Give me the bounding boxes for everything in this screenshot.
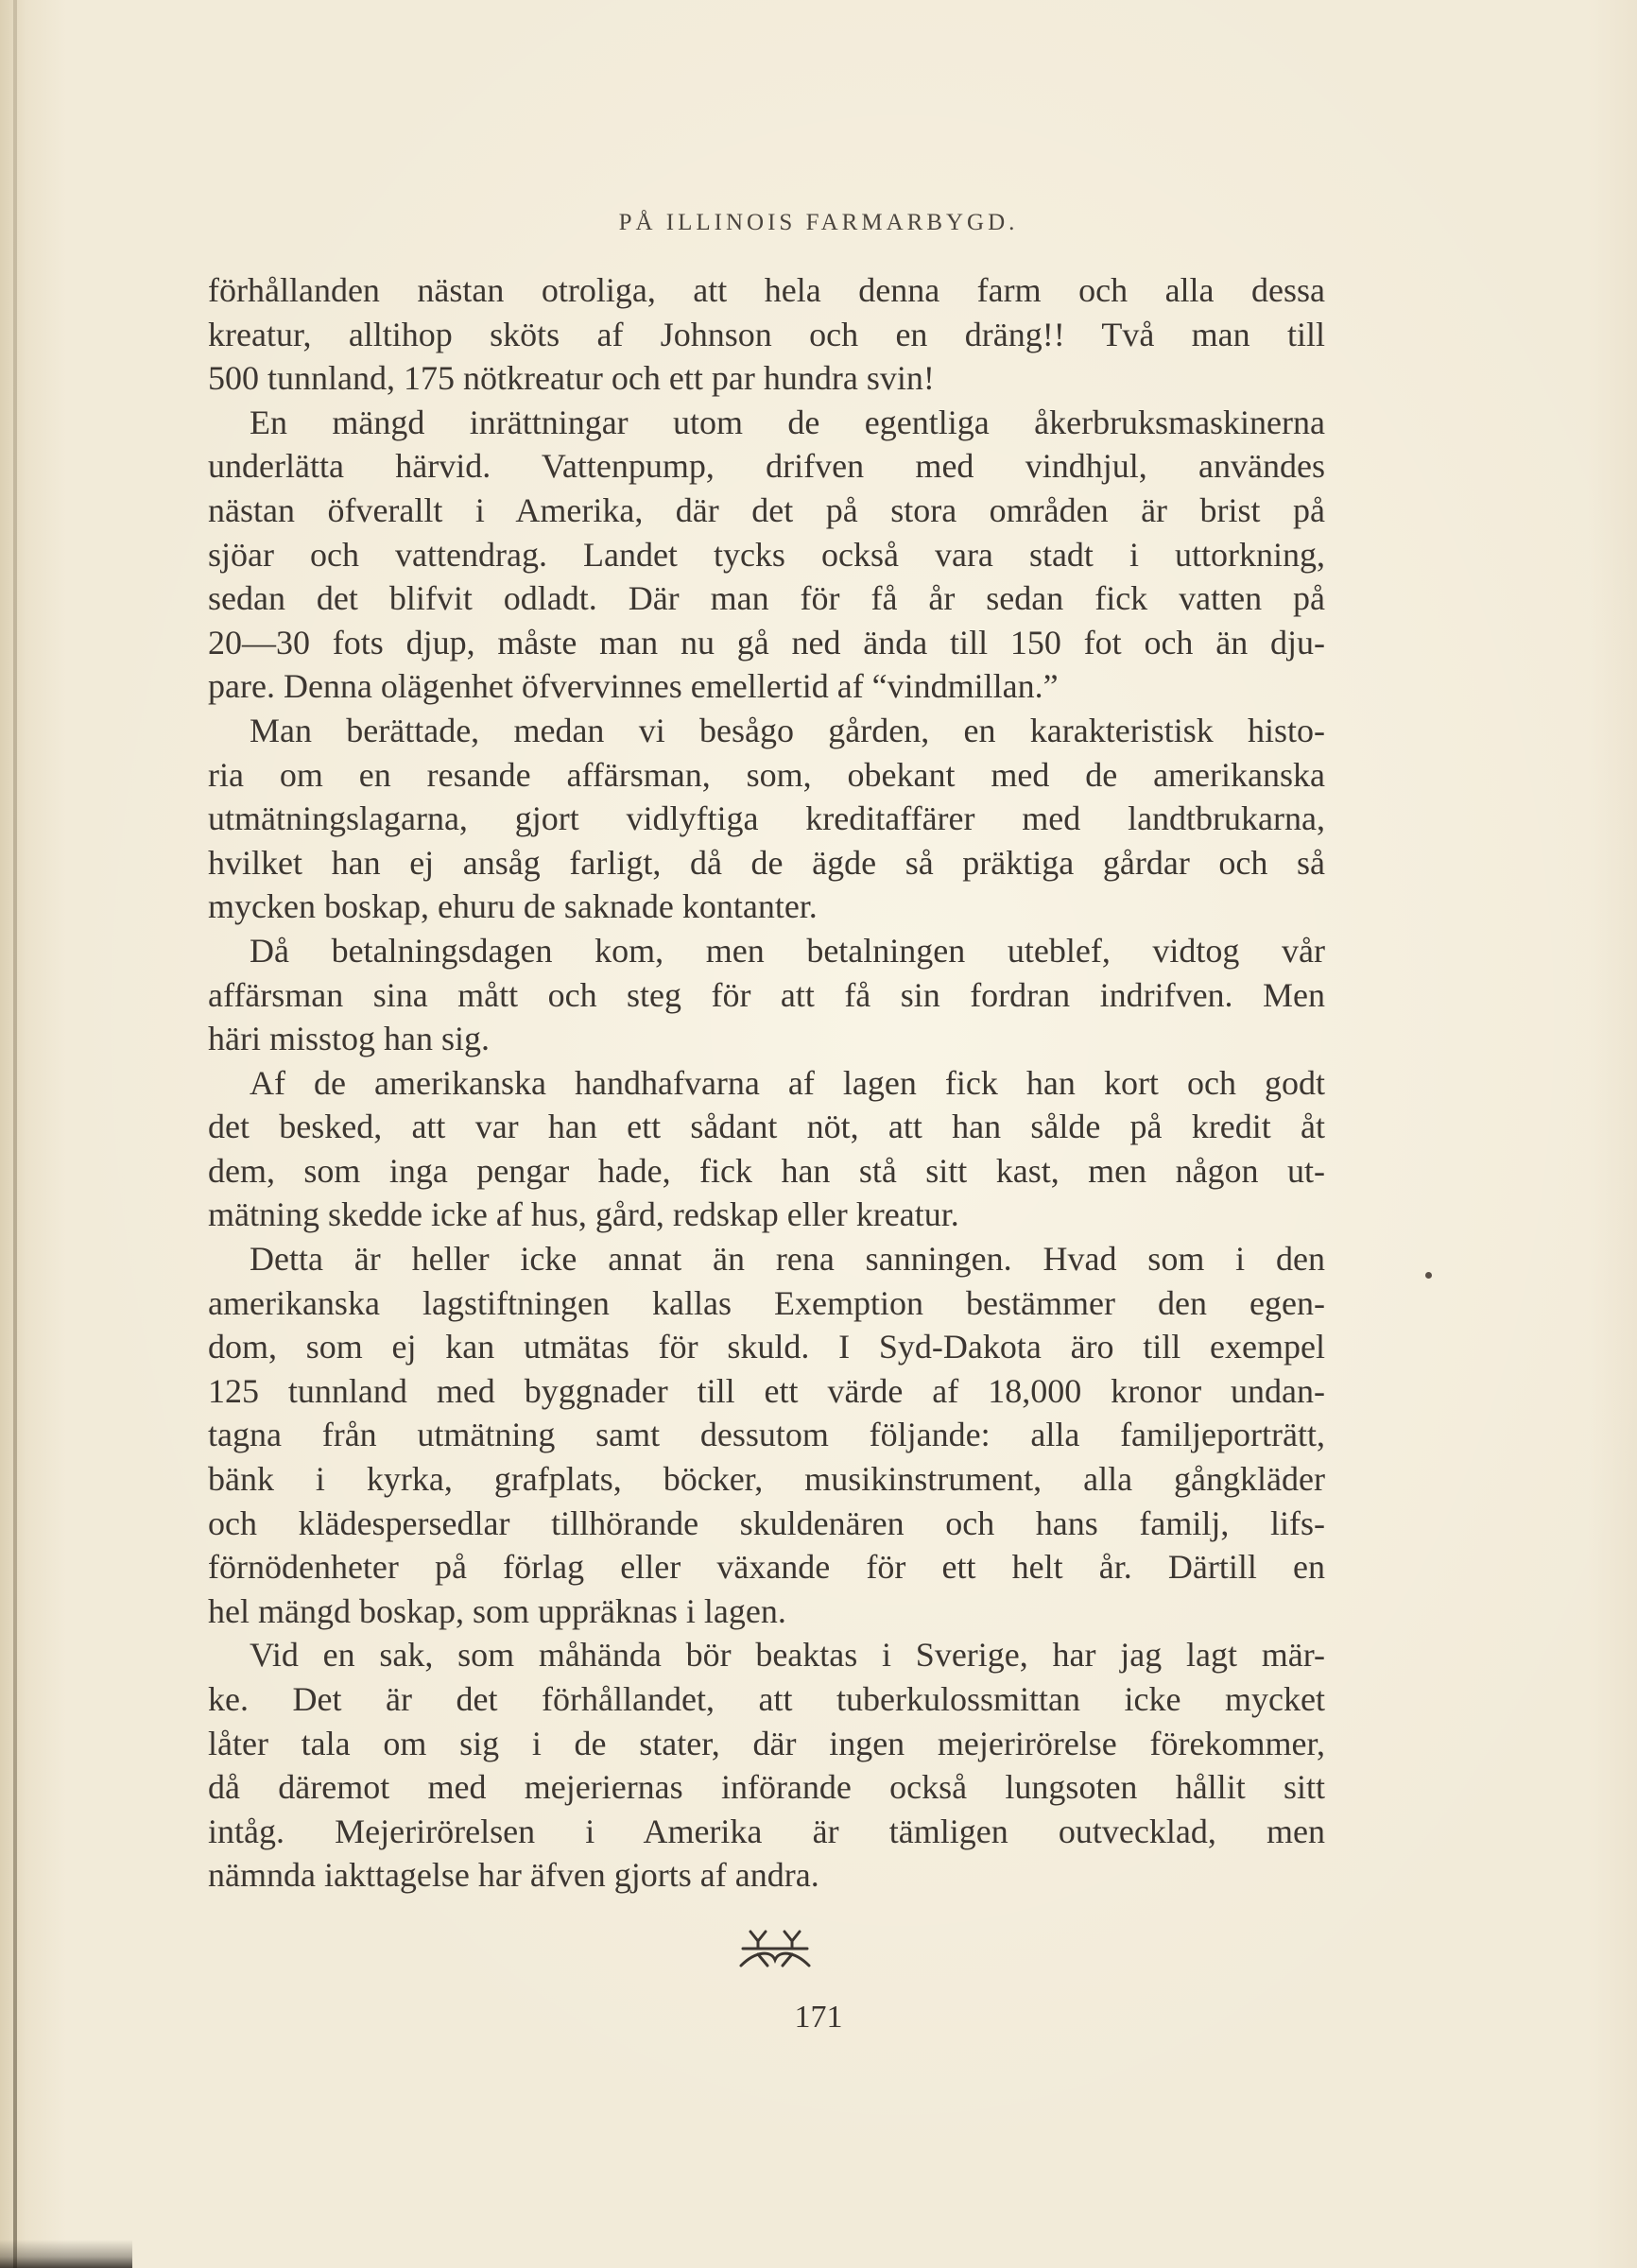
text-line: Man berättade, medan vi besågo gården, en karakteristisk histo- (250, 711, 1325, 749)
text-line: sedan det blifvit odladt. Där man för få år sedan fick vatten på (208, 579, 1325, 618)
text-line: och klädespersedlar tillhörande skuldenären och hans familj, lifs- (208, 1503, 1325, 1542)
text-line: 500 tunnland, 175 nötkreatur och ett par hundra svin! (208, 359, 935, 398)
text-line: 125 tunnland med byggnader till ett värde af 18,000 kronor undan- (208, 1371, 1325, 1410)
text-line: Vid en sak, som måhända bör beaktas i Sverige, har jag lagt mär- (250, 1636, 1325, 1675)
page-corner-shadow (0, 2240, 132, 2268)
text-line: förnödenheter på förlag eller växande för ett helt år. Därtill en (208, 1548, 1325, 1587)
text-line: låter tala om sig i de stater, där ingen mejerirörelse förekommer, (208, 1724, 1325, 1762)
text-line: ke. Det är det förhållandet, att tuberkulossmittan icke mycket (208, 1680, 1325, 1718)
text-line: förhållanden nästan otroliga, att hela denna farm och alla dessa (208, 271, 1325, 309)
text-line: dem, som inga pengar hade, fick han stå sitt kast, men någon ut- (208, 1151, 1325, 1190)
text-line: tagna från utmätning samt dessutom följande: alla familjeporträtt, (208, 1416, 1325, 1454)
margin-speck (1425, 1272, 1432, 1279)
text-line: då däremot med mejeriernas införande också lungsoten hållit sitt (208, 1768, 1325, 1807)
text-line: hvilket han ej ansåg farligt, då de ägde så präktiga gårdar och så (208, 843, 1325, 882)
body-text (208, 268, 1325, 1898)
text-line: En mängd inrättningar utom de egentliga åkerbruksmaskinerna (250, 403, 1325, 441)
text-line: häri misstog han sig. (208, 1020, 490, 1058)
text-line: Då betalningsdagen kom, men betalningen uteblef, vidtog vår (250, 931, 1325, 970)
text-line: kreatur, alltihop sköts af Johnson och en dräng!! Två man till (208, 315, 1325, 353)
text-line: utmätningslagarna, gjort vidlyftiga kreditaffärer med landtbrukarna, (208, 799, 1325, 838)
text-line: sjöar och vattendrag. Landet tycks också vara stadt i uttorkning, (208, 535, 1325, 574)
text-line: amerikanska lagstiftningen kallas Exemption bestämmer den egen- (208, 1283, 1325, 1322)
fleuron-ornament-icon (730, 1926, 820, 1973)
page-gutter-edge (13, 0, 17, 2268)
text-line: pare. Denna olägenhet öfvervinnes emellertid af “vindmillan.” (208, 667, 1059, 706)
text-line: nästan öfverallt i Amerika, där det på stora områden är brist på (208, 490, 1325, 529)
text-line: Detta är heller icke annat än rena sanningen. Hvad som i den (250, 1240, 1325, 1279)
text-line: underlätta härvid. Vattenpump, drifven med vindhjul, användes (208, 447, 1325, 486)
text-line: Af de amerikanska handhafvarna af lagen fick han kort och godt (250, 1063, 1325, 1102)
text-line: hel mängd boskap, som uppräknas i lagen. (208, 1591, 786, 1630)
text-line: affärsman sina mått och steg för att få sin fordran indrifven. Men (208, 975, 1325, 1014)
text-line: dom, som ej kan utmätas för skuld. I Syd-Dakota äro till exempel (208, 1328, 1325, 1366)
text-line: intåg. Mejerirörelsen i Amerika är tämligen outvecklad, men (208, 1812, 1325, 1850)
text-line: 20—30 fots djup, måste man nu gå ned ända till 150 fot och än dju- (208, 623, 1325, 662)
text-line: ria om en resande affärsman, som, obekant med de amerikanska (208, 755, 1325, 794)
text-line: nämnda iakttagelse har äfven gjorts af andra. (208, 1856, 819, 1895)
text-line: bänk i kyrka, grafplats, böcker, musikinstrument, alla gångkläder (208, 1460, 1325, 1499)
text-line: mycken boskap, ehuru de saknade kontanter. (208, 887, 818, 926)
running-head: PÅ ILLINOIS FARMARBYGD. (618, 210, 1019, 235)
text-line: det besked, att var han ett sådant nöt, att han sålde på kredit åt (208, 1108, 1325, 1146)
text-line: mätning skedde icke af hus, gård, redskap eller kreatur. (208, 1195, 959, 1234)
page-number: 171 (794, 2000, 843, 2035)
